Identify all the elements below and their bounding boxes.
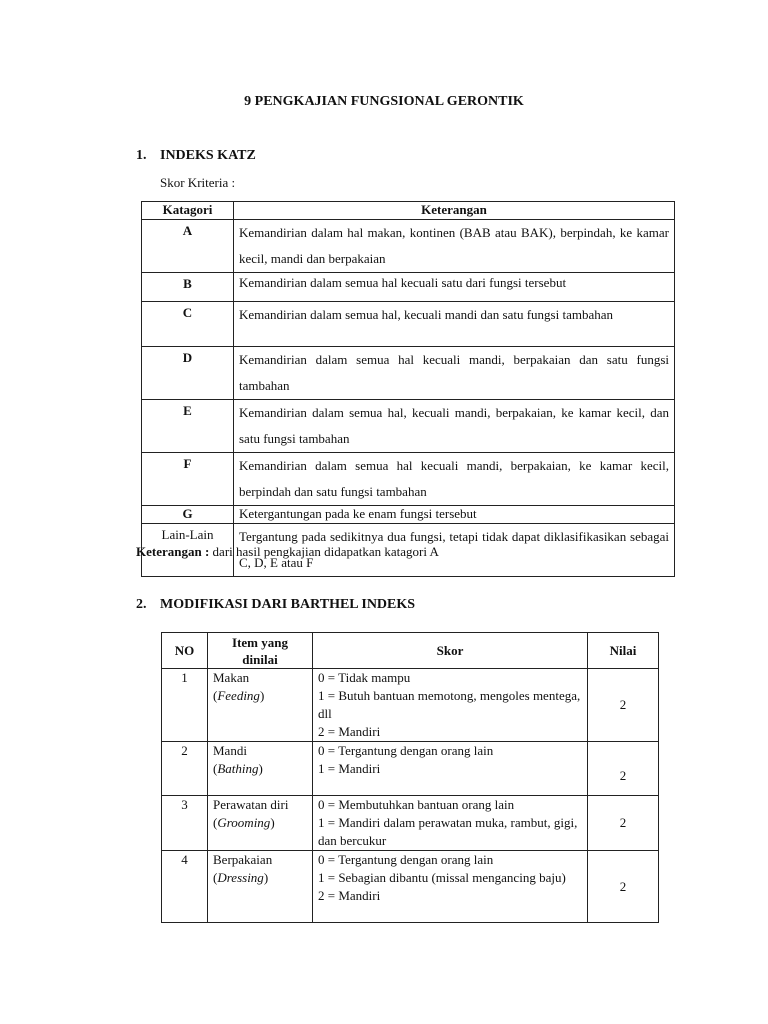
header-item-line1: Item yang: [232, 634, 288, 650]
nilai-cell: 2: [588, 669, 659, 742]
section-number: 2.: [136, 597, 147, 612]
skor-line: 0 = Tergantung dengan orang lain: [318, 743, 494, 758]
row-number: 4: [162, 851, 208, 923]
note-text: dari hasil pengkajian didapatkan katagori A: [209, 544, 439, 559]
item-english: Bathing: [217, 761, 259, 776]
note-label: Keterangan :: [136, 544, 210, 559]
skor-line: 0 = Membutuhkan bantuan orang lain: [318, 797, 515, 812]
item-cell: Perawatan diri (Grooming): [208, 796, 313, 851]
nilai-cell: 2: [588, 796, 659, 851]
table-header-row: [142, 202, 675, 220]
description-cell: Kemandirian dalam semua hal kecuali mandi, berpakaian dan satu fungsi tambahan: [234, 347, 675, 400]
item-name: Mandi: [213, 743, 247, 758]
item-name: Makan: [213, 670, 250, 685]
header-no: NO: [162, 633, 208, 669]
description-cell: Kemandirian dalam semua hal, kecuali mandi dan satu fungsi tambahan: [234, 302, 675, 347]
row-number: 2: [162, 742, 208, 796]
description-cell: Kemandirian dalam semua hal, kecuali mandi, berpakaian, ke kamar kecil, dan satu fungsi tambahan: [234, 400, 675, 453]
table-row: [162, 851, 659, 923]
skor-line: 1 = Mandiri dalam perawatan muka, rambut, gigi, dan bercukur: [318, 815, 578, 848]
table-row: [142, 506, 675, 524]
section-heading-katz: [136, 148, 256, 164]
category-cell: A: [142, 220, 234, 273]
header-item-line2: dinilai: [242, 651, 278, 667]
table-row: [162, 742, 659, 796]
header-keterangan: Keterangan: [234, 202, 675, 220]
section-heading-barthel: [136, 597, 415, 613]
description-cell: Kemandirian dalam semua hal kecuali mandi, berpakaian, ke kamar kecil, berpindah dan satu fungsi tambahan: [234, 453, 675, 506]
item-cell: Mandi (Bathing): [208, 742, 313, 796]
row-number: 3: [162, 796, 208, 851]
skor-line: 2 = Mandiri: [318, 724, 381, 739]
header-item: [208, 633, 313, 669]
category-cell: Lain-Lain: [142, 524, 234, 577]
skor-line: 2 = Mandiri: [318, 888, 381, 903]
item-english: Grooming: [217, 815, 271, 830]
table-row: [142, 302, 675, 347]
item-english: Dressing: [217, 870, 264, 885]
item-name: Berpakaian: [213, 852, 273, 867]
skor-cell: [313, 796, 588, 851]
category-cell: C: [142, 302, 234, 347]
table-row: [162, 669, 659, 742]
skor-cell: [313, 669, 588, 742]
header-katagori: Katagori: [142, 202, 234, 220]
description-cell: Kemandirian dalam semua hal kecuali satu dari fungsi tersebut: [234, 273, 675, 302]
header-skor: Skor: [313, 633, 588, 669]
table-row: [142, 400, 675, 453]
category-cell: E: [142, 400, 234, 453]
skor-cell: [313, 851, 588, 923]
category-cell: G: [142, 506, 234, 524]
section-title: INDEKS KATZ: [160, 148, 256, 163]
skor-line: 1 = Mandiri: [318, 761, 381, 776]
table-header-row: [162, 633, 659, 669]
table-row: [142, 220, 675, 273]
katz-note: [136, 544, 439, 560]
item-english: Feeding: [217, 688, 260, 703]
skor-line: 1 = Butuh bantuan memotong, mengoles mentega, dll: [318, 688, 581, 721]
nilai-cell: 2: [588, 742, 659, 796]
header-nilai: Nilai: [588, 633, 659, 669]
category-cell: D: [142, 347, 234, 400]
criteria-label: Skor Kriteria :: [160, 175, 236, 190]
table-row: [142, 347, 675, 400]
skor-line: 0 = Tergantung dengan orang lain: [318, 852, 494, 867]
skor-cell: [313, 742, 588, 796]
item-name: Perawatan diri: [213, 797, 289, 812]
skor-line: 1 = Sebagian dibantu (missal mengancing baju): [318, 870, 566, 885]
katz-table: [141, 201, 675, 577]
nilai-cell: 2: [588, 851, 659, 923]
section-number: 1.: [136, 148, 147, 163]
skor-line: 0 = Tidak mampu: [318, 670, 411, 685]
category-cell: B: [142, 273, 234, 302]
table-row: [162, 796, 659, 851]
description-cell: Kemandirian dalam hal makan, kontinen (BAB atau BAK), berpindah, ke kamar kecil, mandi dan berpakaian: [234, 220, 675, 273]
row-number: 1: [162, 669, 208, 742]
page-title: 9 PENGKAJIAN FUNGSIONAL GERONTIK: [244, 94, 524, 109]
item-cell: Berpakaian (Dressing): [208, 851, 313, 923]
table-row: [142, 453, 675, 506]
table-row: [142, 273, 675, 302]
description-cell: Tergantung pada sedikitnya dua fungsi, tetapi tidak dapat diklasifikasikan sebagai C, D, E atau F: [234, 524, 675, 577]
description-cell: Ketergantungan pada ke enam fungsi tersebut: [234, 506, 675, 524]
item-cell: Makan (Feeding): [208, 669, 313, 742]
section-title: MODIFIKASI DARI BARTHEL INDEKS: [160, 597, 416, 612]
barthel-table: [161, 632, 659, 923]
category-cell: F: [142, 453, 234, 506]
